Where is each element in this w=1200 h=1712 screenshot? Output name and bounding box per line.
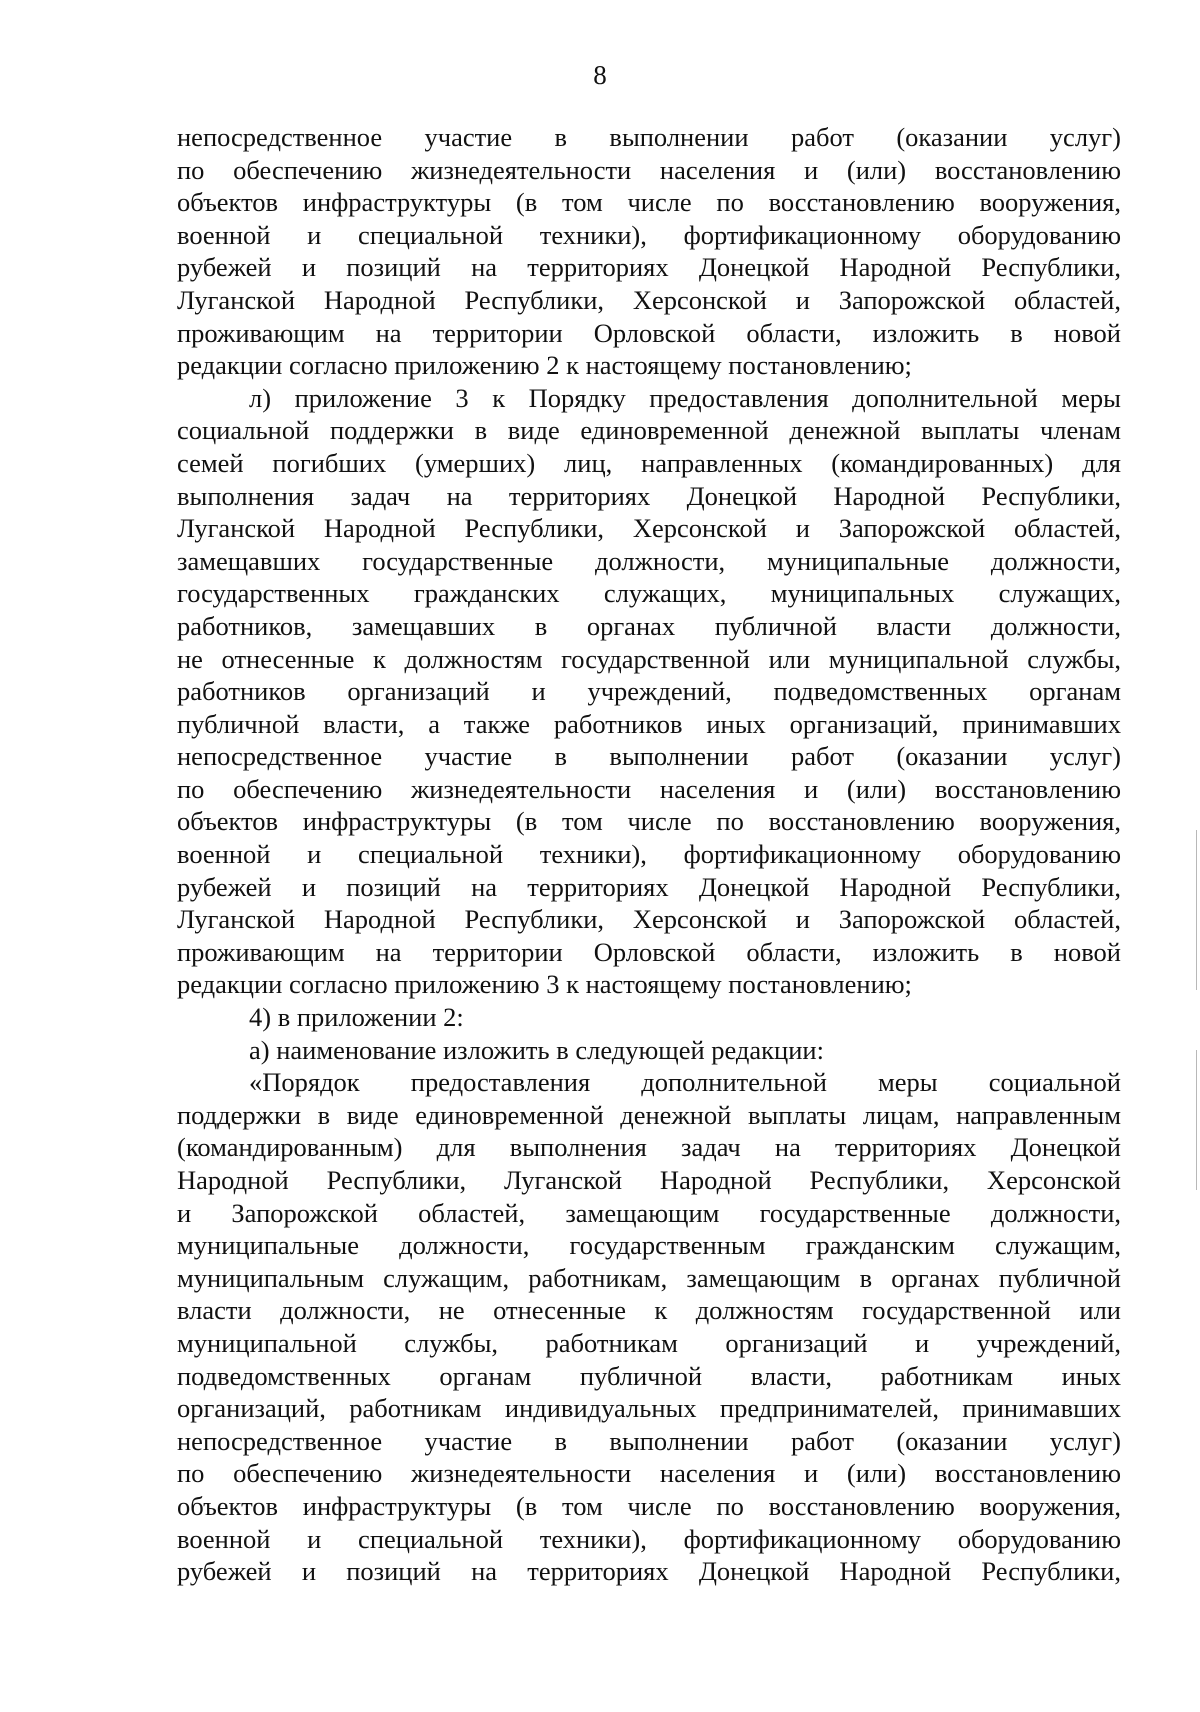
text-line: объектов инфраструктуры (в том числе по восстановлению вооружения, [177,806,1121,837]
text-line: муниципальным служащим, работникам, замещающим в органах публичной [177,1262,1121,1293]
paragraph-p5 [177,1066,1121,1588]
text-line: по обеспечению жизнедеятельности населения и (или) восстановлению [177,154,1121,185]
text-line: редакции согласно приложению 2 к настоящему постановлению; [177,350,912,381]
text-line: непосредственное участие в выполнении работ (оказании услуг) [177,122,1121,152]
text-line: Луганской Народной Республики, Херсонской и Запорожской областей, [177,284,1121,315]
text-line: муниципальные должности, государственным гражданским служащим, [177,1230,1121,1261]
paragraph-p1 [177,121,1121,382]
text-line: Народной Республики, Луганской Народной Республики, Херсонской [177,1165,1121,1195]
text-line: работников организаций и учреждений, подведомственных органам [177,676,1121,707]
text-line: рубежей и позиций на территориях Донецкой Народной Республики, [177,871,1121,902]
text-line: проживающим на территории Орловской области, изложить в новой [177,317,1121,348]
text-line: а) наименование изложить в следующей редакции: [249,1034,824,1065]
text-line: и Запорожской областей, замещающим государственные должности, [177,1197,1121,1228]
text-line: военной и специальной техники), фортификационному оборудованию [177,839,1121,870]
text-line: военной и специальной техники), фортификационному оборудованию [177,219,1121,250]
text-line: работников, замещавших в органах публичной власти должности, [177,610,1121,641]
text-line: (командированным) для выполнения задач на территориях Донецкой [177,1132,1121,1163]
text-line: 4) в приложении 2: [249,1002,464,1033]
document-body [177,121,1121,1588]
text-line: рубежей и позиций на территориях Донецкой Народной Республики, [177,252,1121,283]
text-line: по обеспечению жизнедеятельности населения и (или) восстановлению [177,1458,1121,1489]
text-line: непосредственное участие в выполнении работ (оказании услуг) [177,1425,1121,1456]
text-line: муниципальной службы, работникам организаций и учреждений, [177,1327,1121,1358]
text-line: подведомственных органам публичной власти, работникам иных [177,1360,1121,1391]
text-line: рубежей и позиций на территориях Донецкой Народной Республики, [177,1556,1121,1587]
text-line: государственных гражданских служащих, муниципальных служащих, [177,578,1121,609]
text-line: редакции согласно приложению 3 к настоящему постановлению; [177,969,912,1000]
scan-edge-mark [1196,1050,1197,1190]
text-line: проживающим на территории Орловской области, изложить в новой [177,936,1121,967]
text-line: военной и специальной техники), фортификационному оборудованию [177,1523,1121,1554]
scan-edge-mark [1196,830,1197,990]
text-line: «Порядок предоставления дополнительной меры социальной [249,1067,1121,1098]
text-line: объектов инфраструктуры (в том числе по восстановлению вооружения, [177,187,1121,218]
text-line: замещавших государственные должности, муниципальные должности, [177,545,1121,576]
paragraph-p3 [177,1001,1121,1034]
text-line: социальной поддержки в виде единовременной денежной выплаты членам [177,415,1121,446]
text-line: Луганской Народной Республики, Херсонской и Запорожской областей, [177,904,1121,935]
text-line: семей погибших (умерших) лиц, направленных (командированных) для [177,447,1121,478]
text-line: поддержки в виде единовременной денежной выплаты лицам, направленным [177,1099,1121,1130]
text-line: объектов инфраструктуры (в том числе по восстановлению вооружения, [177,1490,1121,1521]
text-line: по обеспечению жизнедеятельности населения и (или) восстановлению [177,773,1121,804]
text-line: не отнесенные к должностям государственной или муниципальной службы, [177,643,1121,674]
text-line: публичной власти, а также работников иных организаций, принимавших [177,708,1121,739]
text-line: непосредственное участие в выполнении работ (оказании услуг) [177,741,1121,772]
page-number: 8 [593,60,607,90]
paragraph-p2 [177,382,1121,1001]
text-line: Луганской Народной Республики, Херсонской и Запорожской областей, [177,513,1121,544]
paragraph-p4 [177,1034,1121,1067]
text-line: организаций, работникам индивидуальных предпринимателей, принимавших [177,1393,1121,1424]
text-line: выполнения задач на территориях Донецкой Народной Республики, [177,480,1121,511]
text-line: власти должности, не отнесенные к должностям государственной или [177,1295,1121,1326]
text-line: л) приложение 3 к Порядку предоставления дополнительной меры [249,382,1121,413]
